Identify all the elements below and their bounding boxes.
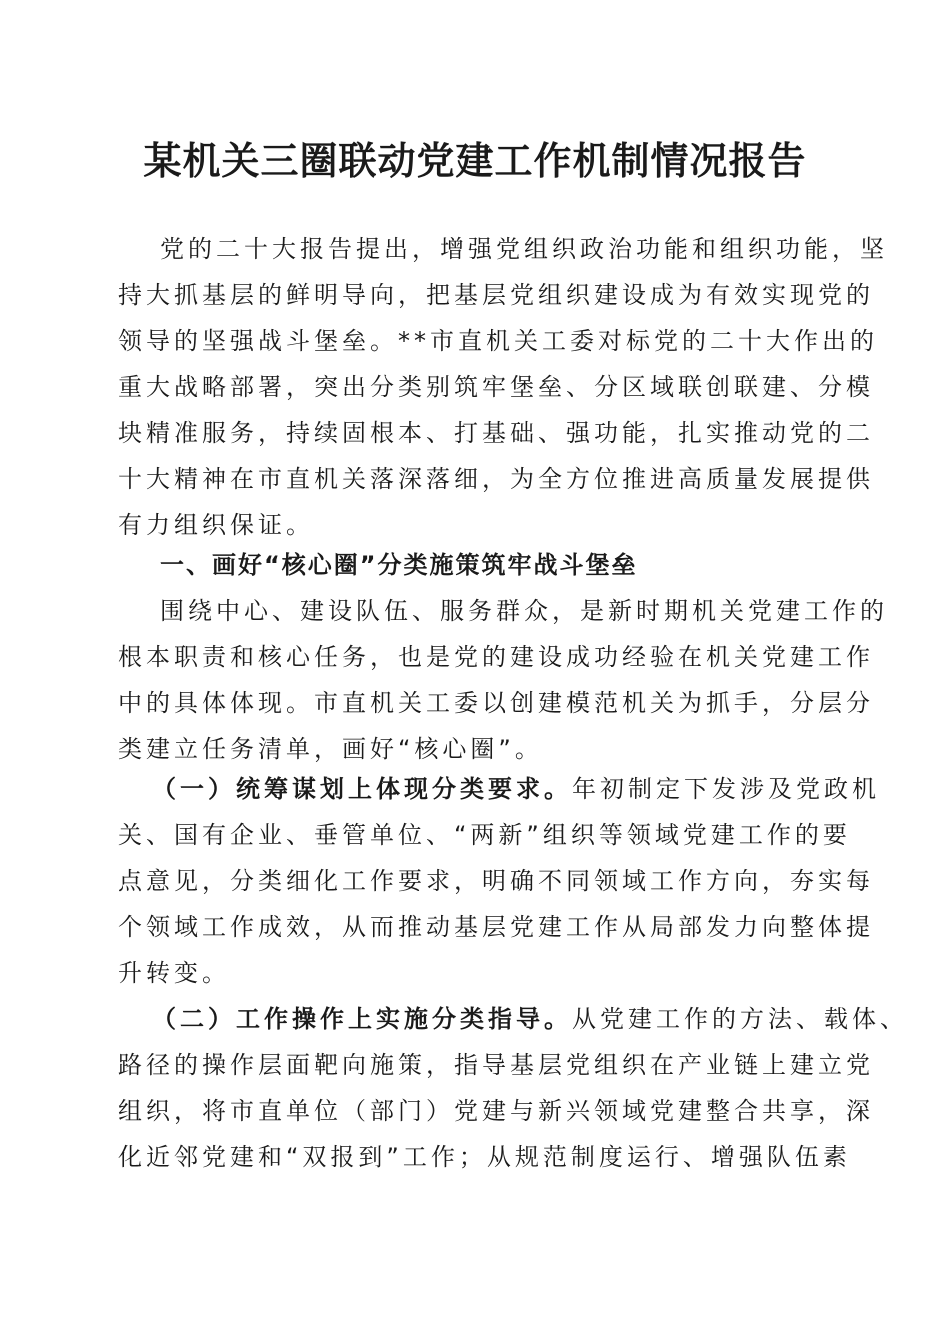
paragraph-line: 点意见，分类细化工作要求，明确不同领域工作方向，夯实每 [118,867,874,895]
paragraph-line: 中的具体体现。市直机关工委以创建模范机关为抓手，分层分 [118,689,874,717]
document-title: 某机关三圈联动党建工作机制情况报告 [143,138,807,183]
paragraph-line: 组织，将市直单位（部门）党建与新兴领域党建整合共享，深 [118,1097,874,1125]
paragraph-line: 围绕中心、建设队伍、服务群众，是新时期机关党建工作的 [160,597,888,625]
paragraph-line: 党的二十大报告提出，增强党组织政治功能和组织功能，坚 [160,235,888,263]
paragraph-line: 化近邻党建和“双报到”工作；从规范制度运行、增强队伍素 [118,1143,851,1171]
section-heading: 一、画好“核心圈”分类施策筑牢战斗堡垒 [160,551,638,579]
paragraph-line: 关、国有企业、垂管单位、“两新”组织等领域党建工作的要 [118,821,851,849]
subsection-first-line [152,766,880,812]
subsection-first-line [152,996,908,1042]
paragraph-line: 升转变。 [118,959,230,987]
paragraph-line: 重大战略部署，突出分类别筑牢堡垒、分区域联创联建、分模 [118,373,874,401]
paragraph-line: 路径的操作层面靶向施策，指导基层党组织在产业链上建立党 [118,1051,874,1079]
paragraph-line: 个领域工作成效，从而推动基层党建工作从局部发力向整体提 [118,913,874,941]
subsection-heading: （一）统筹谋划上体现分类要求。 [152,775,572,803]
paragraph-line: 根本职责和核心任务，也是党的建设成功经验在机关党建工作 [118,643,874,671]
paragraph-line: 持大抓基层的鲜明导向，把基层党组织建设成为有效实现党的 [118,281,874,309]
paragraph-line: 块精准服务，持续固根本、打基础、强功能，扎实推动党的二 [118,419,874,447]
paragraph-line: 有力组织保证。 [118,511,314,539]
paragraph-line: 十大精神在市直机关落深落细，为全方位推进高质量发展提供 [118,465,874,493]
subsection-text: 年初制定下发涉及党政机 [572,775,880,803]
paragraph-line: 领导的坚强战斗堡垒。**市直机关工委对标党的二十大作出的 [118,327,878,355]
subsection-text: 从党建工作的方法、载体、 [572,1005,908,1033]
subsection-heading: （二）工作操作上实施分类指导。 [152,1005,572,1033]
paragraph-line: 类建立任务清单，画好“核心圈”。 [118,735,543,763]
